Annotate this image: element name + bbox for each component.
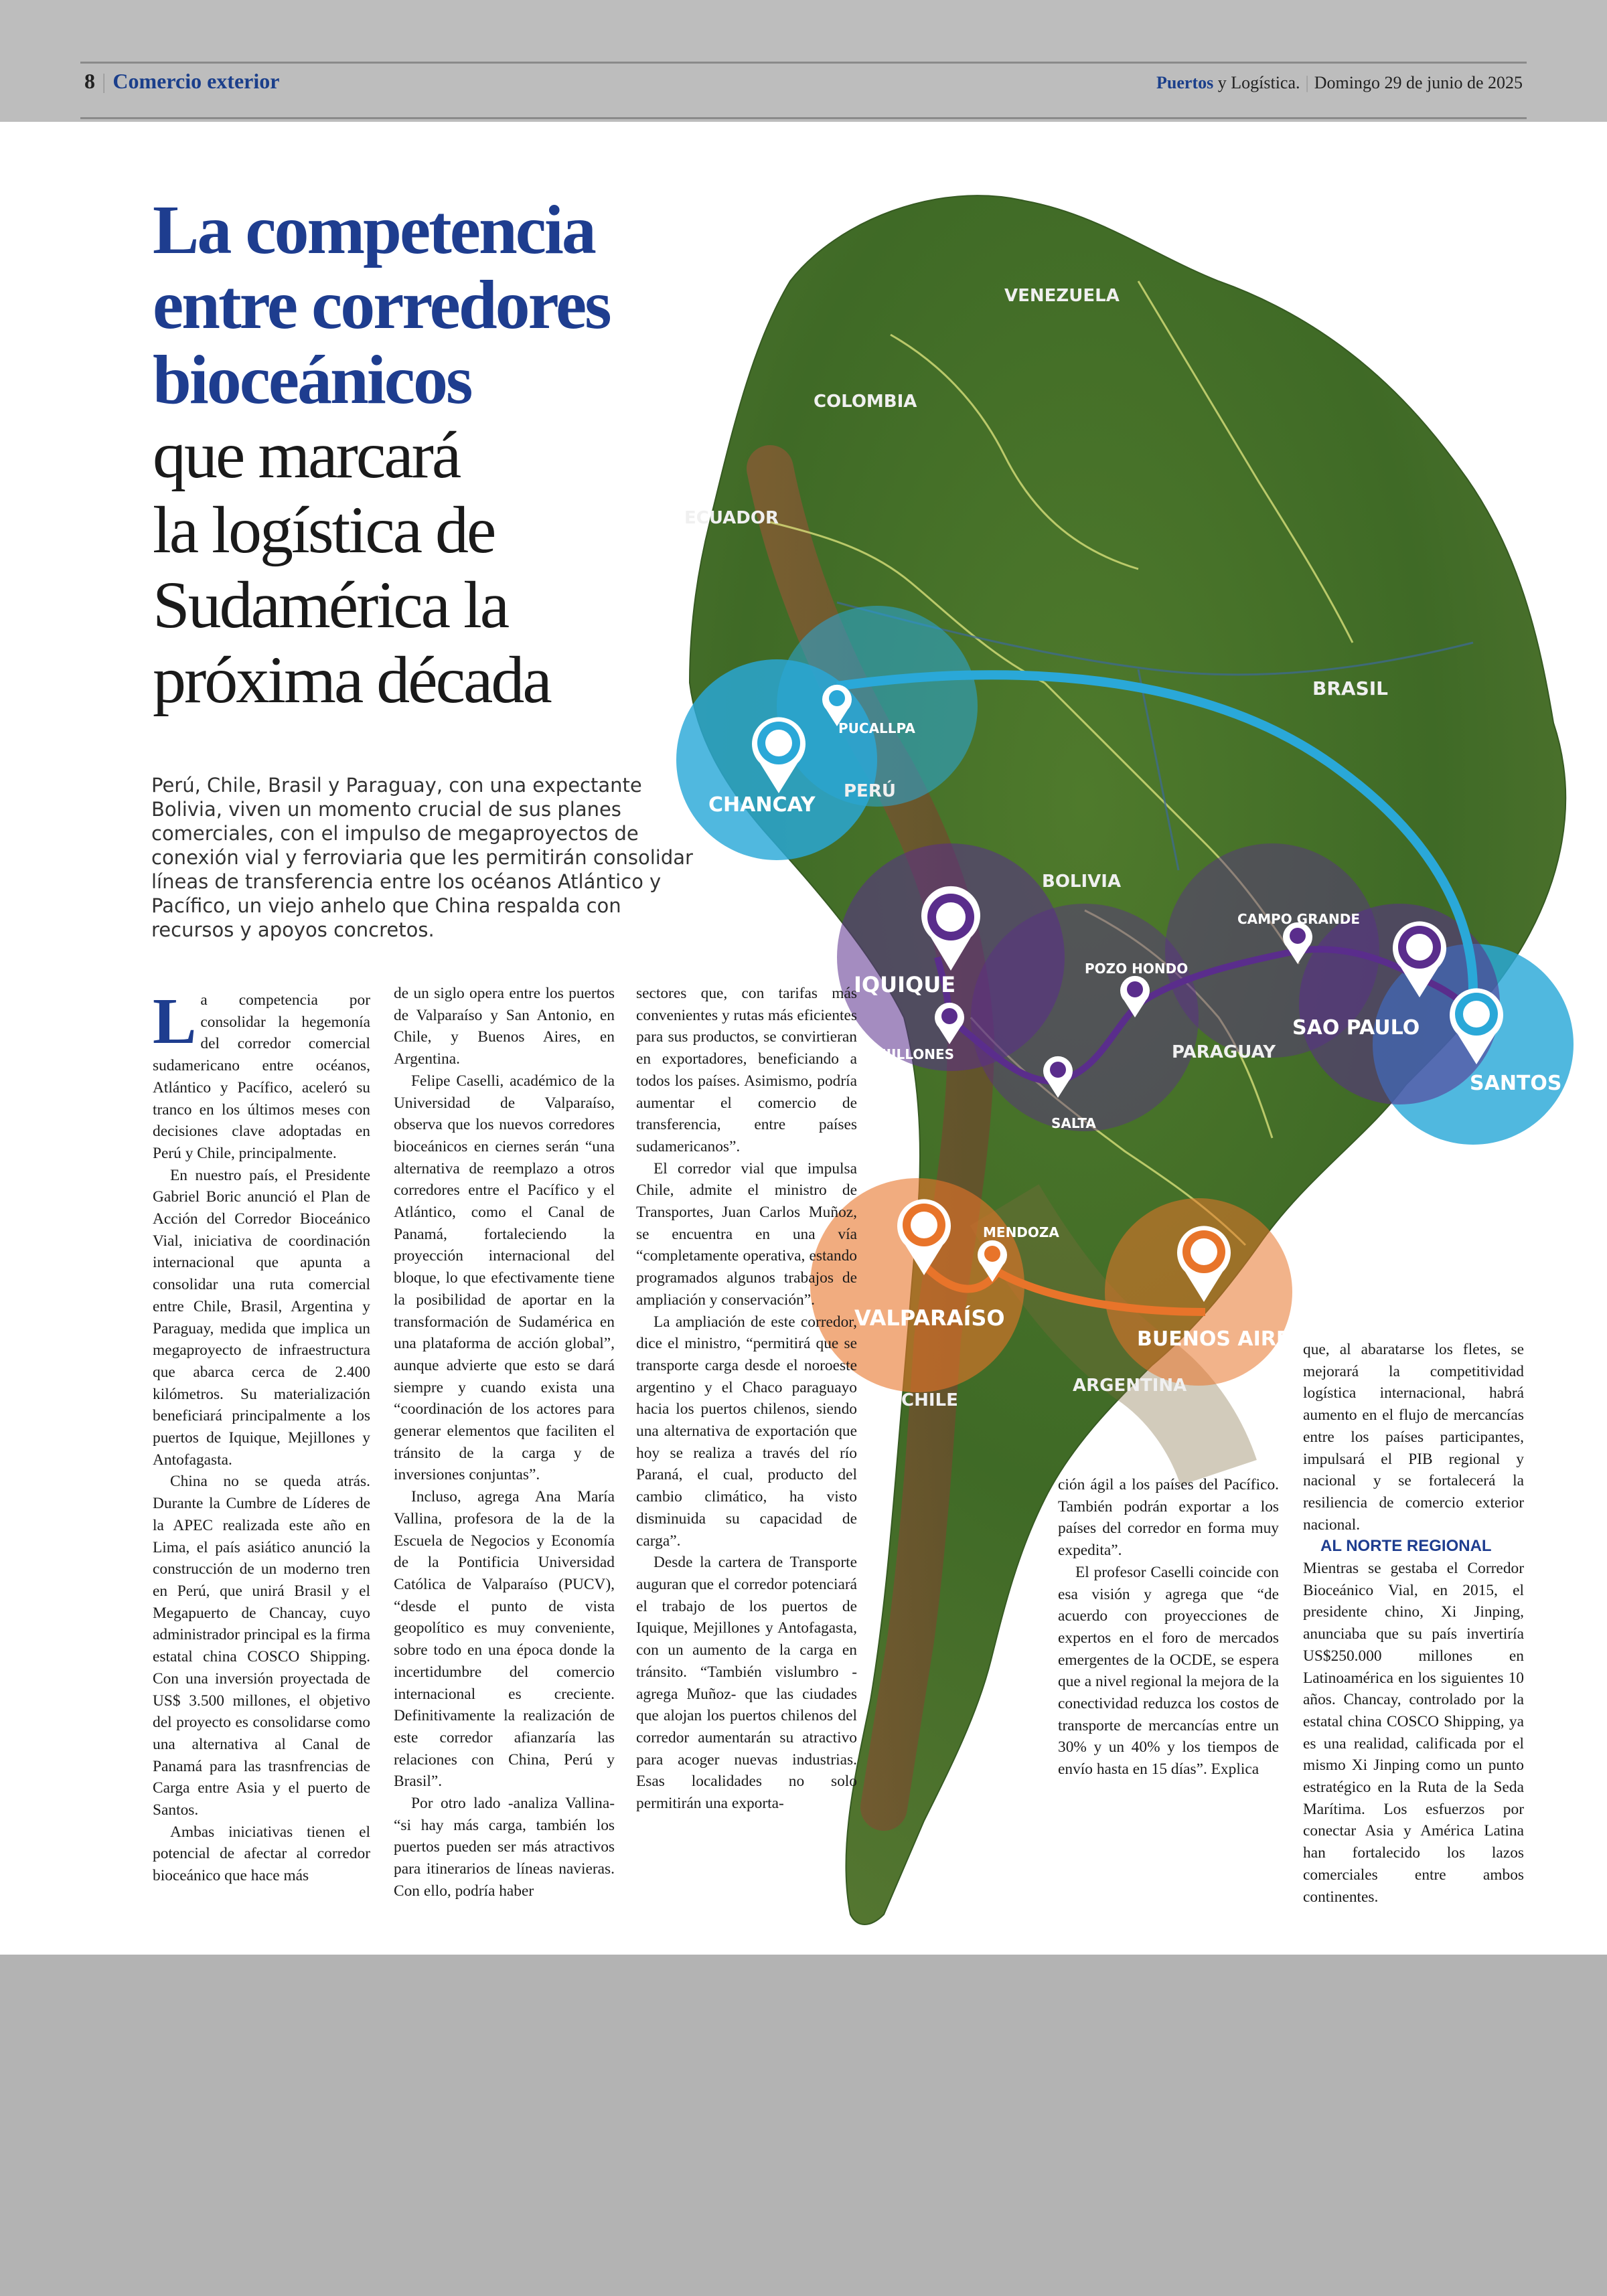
col1-paragraph-4: Ambas iniciativas tienen el potencial de afectar al corredor bioceánico que hace más	[153, 1823, 370, 1885]
headline-line-6: Sudamérica la	[153, 568, 508, 642]
label-santos: SANTOS	[1470, 1072, 1562, 1095]
brand-bold: Puertos	[1156, 73, 1214, 92]
pucallpa-zone	[777, 606, 978, 807]
col4-paragraph-2: El profesor Caselli coincide con esa visión y agrega que “de acuerdo con proyecciones de expertos en el foro de mercados emergentes de la OCDE, se espera que a nivel regional la mejora de la conectividad reduzca los costos de transporte de mercancías entre un 30% y un 40% y los tiempos de envío hasta en 15 días”. Explica	[1058, 1563, 1279, 1779]
headline-bold-line-2: entre corredores	[153, 266, 610, 343]
label-colombia: COLOMBIA	[814, 392, 917, 412]
brand-rest: y Logística.	[1217, 73, 1300, 92]
header-divider-right: |	[1305, 73, 1309, 92]
col3-paragraph-3: La ampliación de este corredor, dice el ministro, “permitirá que se transporte carga desde el noroeste argentino y el Chaco paraguayo hacia los puertos chilenos, siendo una alternativa de exportación que hoy se realiza a través del río Paraná, el cual, producto del cambio climático, ha visto disminuida su capacidad de carga”.	[636, 1313, 857, 1550]
headline	[153, 193, 702, 718]
subhead-al-norte-regional: AL NORTE REGIONAL	[1320, 1537, 1492, 1556]
label-chile: CHILE	[901, 1390, 958, 1410]
label-pozo-hondo: POZO HONDO	[1085, 961, 1189, 977]
col3-paragraph-4: Desde la cartera de Transporte auguran que el corredor potenciará el trabajo de los puertos de Iquique, Mejillones y Antofagasta, con un aumento de la carga en tránsito. “También vislumbro -agrega Muñoz- que las ciudades que alojan los puertos chilenos del corredor aumentarán su atractivo para acoger nuevas industrias. Esas localidades no solo permitirán una exporta-	[636, 1554, 857, 1813]
label-bolivia: BOLIVIA	[1042, 872, 1122, 892]
column-4	[1058, 1474, 1279, 1781]
header-publication	[1156, 73, 1523, 93]
label-campo-grande: CAMPO GRANDE	[1237, 911, 1360, 927]
col3-paragraph-2: El corredor vial que impulsa Chile, admite el ministro de Transportes, Juan Carlos Muñoz, se encuentra en una vía “completamente operativa, estando programados algunos trabajos de ampliación y conservación”.	[636, 1159, 857, 1309]
column-3	[636, 983, 857, 1815]
label-iquique: IQUIQUE	[854, 972, 956, 997]
column-5	[1303, 1339, 1524, 1908]
header-section	[84, 69, 279, 94]
label-paraguay: PARAGUAY	[1172, 1042, 1276, 1062]
col2-paragraph-3: Incluso, agrega Ana María Vallina, profesora de la de la Escuela de Negocios y Economía de la Pontificia Universidad Católica de Valparaíso (PUCV), “desde el punto de vista geopolítico es muy conveniente, sobre todo en una época donde la incertidumbre del comercio internacional es creciente. Definitivamente la realización de este corredor afianzaría las relaciones con China, Perú y Brasil”.	[394, 1488, 615, 1791]
label-mendoza: MENDOZA	[983, 1224, 1059, 1240]
label-buenos-aires: BUENOS AIRES	[1137, 1327, 1304, 1351]
label-brasil: BRASIL	[1312, 677, 1388, 700]
headline-line-5: la logística de	[153, 493, 495, 567]
col1-paragraph-1: a competencia por consolidar la hegemonía del corredor comercial sudamericano entre océanos, Atlántico y Pacífico, aceleró su tranco en los últimos meses con decisiones clave adoptadas en Perú y Chile, principalmente.	[153, 991, 370, 1162]
issue-date: Domingo 29 de junio de 2025	[1314, 73, 1523, 92]
column-1	[153, 985, 370, 1887]
label-argentina: ARGENTINA	[1073, 1376, 1187, 1396]
drop-cap: L	[153, 985, 197, 1058]
col4-paragraph-1: ción ágil a los países del Pacífico. También podrán exportar a los países del corredor en forma muy expedita”.	[1058, 1476, 1279, 1560]
pozo-hondo-zone	[971, 904, 1199, 1131]
label-pucallpa: PUCALLPA	[838, 720, 915, 736]
col5-paragraph-2: Mientras se gestaba el Corredor Bioceánico Vial, en 2015, el presidente chino, Xi Jinping, anunciaba que su país invertiría US$250.000 millones en Latinoamérica en los siguientes 10 años. Chancay, controlado por la estatal china COSCO Shipping, ya es una realidad, calificada por el mismo Xi Jinping como un punto estratégico en la Ruta de la Seda Marítima. Los esfuerzos por conectar Asia y América Latina han fortalecido los lazos comerciales entre ambos continentes.	[1303, 1560, 1524, 1906]
col3-paragraph-1: sectores que, con tarifas más convenientes y rutas más eficientes para sus productos, se convirtieran en exportadores, beneficiando a todos los países. Asimismo, podría aumentar el comercio de transferencia, entre países sudamericanos”.	[636, 985, 857, 1155]
col2-paragraph-2: Felipe Caselli, académico de la Universidad de Valparaíso, observa que los nuevos corredores bioceánicos en ciernes serán “una alternativa de reemplazo a otros corredores entre el Pacífico y el Atlántico, como el Canal de Panamá, fortaleciendo la proyección internacional del bloque, lo que efectivamente tiene la posibilidad de aportar en la transformación de Sudamérica en una plataforma de acción global”, aunque advierte que esto se dará siempre y cuando exista una “coordinación de los actores para generar elementos que faciliten el tránsito de la carga y de inversiones conjuntas”.	[394, 1072, 615, 1484]
column-2	[394, 983, 615, 1902]
headline-line-4: que marcará	[153, 418, 460, 492]
label-peru: PERÚ	[844, 781, 896, 801]
label-sao-paulo: SAO PAULO	[1292, 1016, 1420, 1040]
page-number: 8	[84, 69, 95, 93]
label-ecuador: ECUADOR	[684, 508, 779, 528]
headline-bold-line-1: La competencia	[153, 191, 595, 268]
page-header	[80, 62, 1527, 119]
label-salta: SALTA	[1051, 1115, 1096, 1131]
headline-line-7: próxima década	[153, 643, 550, 717]
label-valparaiso: VALPARAÍSO	[854, 1305, 1005, 1331]
header-divider: |	[102, 69, 106, 93]
col5-paragraph-1: que, al abaratarse los fletes, se mejorará la competitividad logística internacional, habrá aumento en el flujo de mercancías entre los países participantes, impulsará el PIB regional y nacional y se fortalecerá la resiliencia de comercio exterior nacional.	[1303, 1341, 1524, 1534]
label-venezuela: VENEZUELA	[1004, 286, 1120, 306]
label-chancay: CHANCAY	[708, 793, 816, 817]
col1-paragraph-2: En nuestro país, el Presidente Gabriel Boric anunció el Plan de Acción del Corredor Bioceánico Vial, iniciativa de coordinación internacional que apunta a consolidar una ruta comercial entre Chile, Brasil, Argentina y Paraguay, medida que implica un megaproyecto de infraestructura que abarca cerca de 2.400 kilómetros. Su materialización beneficiará principalmente a los puertos de Iquique, Mejillones y Antofagasta.	[153, 1166, 370, 1469]
col2-paragraph-4: Por otro lado -analiza Vallina- “si hay más carga, también los puertos pueden ser más atractivos para itinerarios de líneas navieras. Con ello, podría haber	[394, 1795, 615, 1900]
col1-paragraph-3: China no se queda atrás. Durante la Cumbre de Líderes de la APEC realizada este año en Lima, el país asiático anunció la construcción de un moderno tren en Perú, que unirá Brasil y el Megapuerto de Chancay, cuyo administrador principal es la firma estatal china COSCO Shipping. Con una inversión proyectada de US$ 3.500 millones, el objetivo del proyecto es consolidarse como una alternativa al Canal de Panamá para las trasnfrencias de Carga entre Asia y el puerto de Santos.	[153, 1473, 370, 1819]
label-mejillones: MEJILLONES	[864, 1046, 955, 1062]
lede-paragraph: Perú, Chile, Brasil y Paraguay, con una expectante Bolivia, viven un momento crucial de sus planes comerciales, con el impulso de megaproyectos de conexión vial y ferroviaria que les permitirán consolidar líneas de transferencia entre los océanos Atlántico y Pacífico, un viejo anhelo que China respalda con recursos y apoyos concretos.	[151, 774, 693, 941]
section-name: Comercio exterior	[112, 69, 280, 93]
headline-bold-line-3: bioceánicos	[153, 341, 471, 418]
col2-paragraph-1: de un siglo opera entre los puertos de Valparaíso y San Antonio, en Chile, y Buenos Aires, en Argentina.	[394, 985, 615, 1068]
